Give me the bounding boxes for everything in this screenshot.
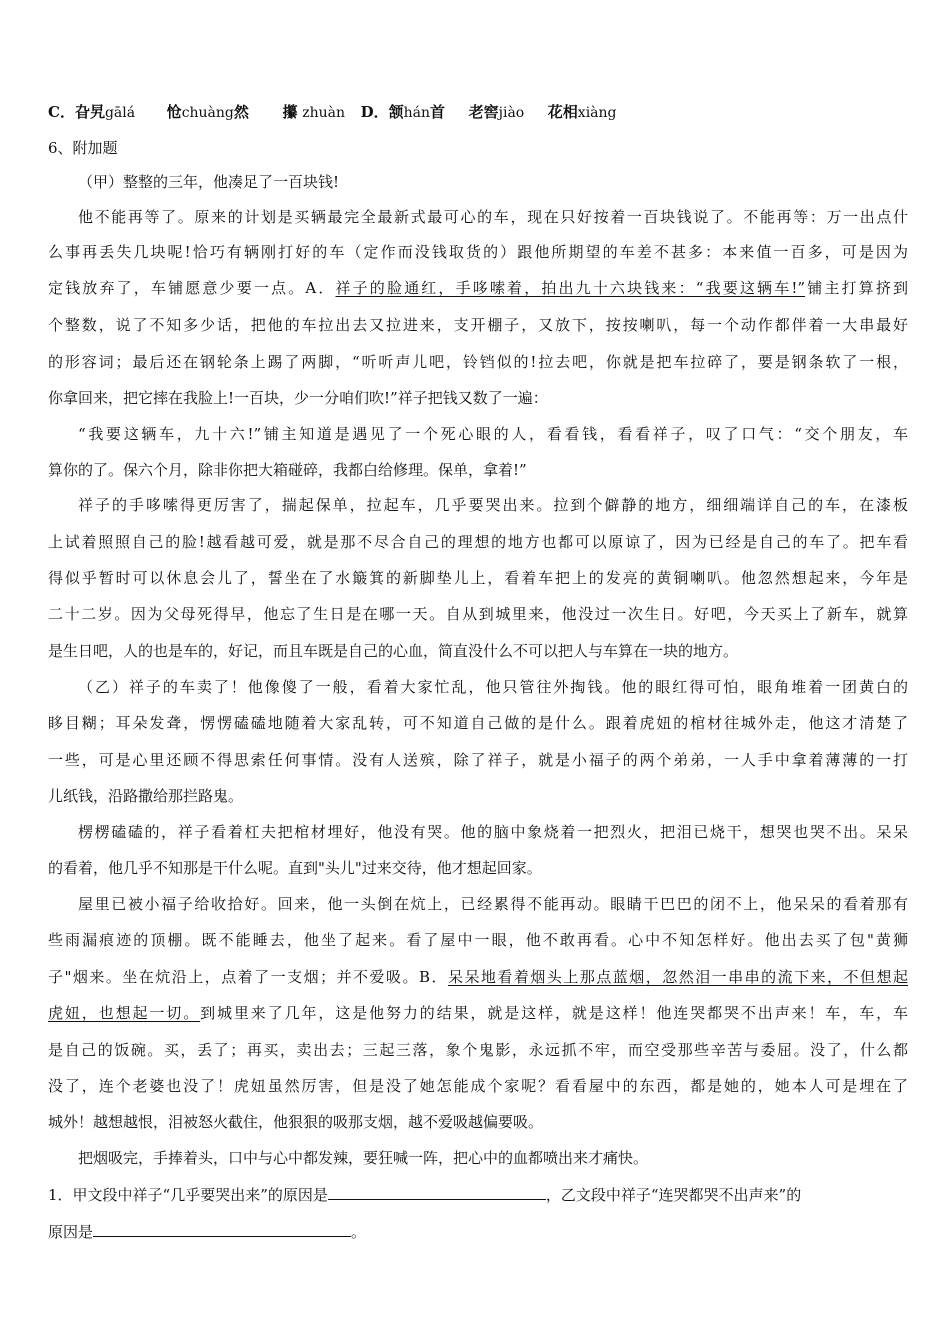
passage-text: 到城里来了几年，这是他努力的结果，就是这样，就是这样！他连哭都哭不出声来！车，车，车 [200, 1004, 908, 1022]
option-d-pinyin-3: xiàng [577, 105, 617, 121]
option-d-pinyin-2: jiào [498, 105, 525, 121]
passage-line: 一些，可是心里还顾不得思索任何事情。没有人送殡，除了祥子，就是小福子的两个弟弟，一人手中拿着薄薄的一打 [48, 751, 908, 769]
passage-line: 儿纸钱，沿路撒给那拦路鬼。 [48, 787, 244, 805]
passage-line: 他不能再等了。原来的计划是买辆最完全最新式最可心的车，现在只好按着一百块钱说了。不能再等：万一出点什 [78, 208, 908, 226]
option-c-word-3: 攥 [282, 103, 298, 121]
options-line [48, 102, 908, 123]
passage-line: 算你的了。保六个月，除非你把大箱碰碎，我都白给修理。保单，拿着!” [48, 461, 527, 479]
underlined-sentence-b-end: 虎妞，也想起一切。 [48, 1004, 201, 1022]
passage-line-a [48, 278, 908, 298]
option-c-word-2: 怆 [166, 103, 182, 121]
passage-line: 没了，连个老婆也没了！虎妞虽然厉害，但是没了她怎能成个家呢？看看屋中的东西，都是她的，她本人可是埋在了 [48, 1077, 908, 1095]
passage-line: 是生日吧，人的也是车的，好记，而且车既是自己的心血，简直没什么不可以把人与车算在一块的地方。 [48, 642, 739, 660]
option-d-label: D． [360, 103, 389, 121]
passage-text: 子"烟来。坐在炕沿上，点着了一支烟；并不爱吸。B． [48, 968, 448, 986]
passage-text: 铺主打算挤到 [805, 279, 908, 297]
option-c-pinyin-1: gālá [104, 105, 136, 121]
passage-line: 屋里已被小福子给收拾好。回来，他一头倒在炕上，已经累得不能再动。眼睛干巴巴的闭不上，他呆呆的看着那有 [78, 895, 908, 913]
passage-line: 把烟吸完，手捧着头，口中与心中都发辣，要狂喊一阵，把心中的血都喷出来才痛快。 [78, 1149, 649, 1167]
option-c-label: C． [48, 103, 75, 121]
option-d-pinyin-1: hán [403, 105, 431, 121]
passage-line: 得似乎暂时可以休息会儿了，誓坐在了水簸箕的新脚垫儿上，看着车把上的发亮的黄铜喇叭。他忽然想起来，今年是 [48, 569, 908, 587]
answer-blank-1[interactable] [328, 1183, 546, 1200]
option-d-word-2: 老窖 [468, 103, 499, 121]
underlined-sentence-a: 祥子的脸通红，手哆嗦着，拍出九十六块钱来：“我要这辆车!” [335, 279, 806, 297]
passage-line: 楞楞磕磕的，祥子看着杠夫把棺材埋好，他没有哭。他的脑中象烧着一把烈火，把泪已烧干，想哭也哭不出。呆呆 [78, 823, 908, 841]
sub-question-1 [48, 1183, 908, 1205]
sub-question-text: 1．甲文段中祥子“几乎要哭出来”的原因是 [48, 1186, 328, 1204]
passage-line: （甲）整整的三年，他凑足了一百块钱! [78, 173, 340, 191]
sub-question-text: 。 [351, 1223, 367, 1241]
passage-line: 的看着，他几乎不知那是干什么呢。直到"头儿"过来交待，他才想起回家。 [48, 859, 542, 877]
underlined-sentence-b: 呆呆地看着烟头上那点蓝烟，忽然泪一串串的流下来，不但想起 [447, 968, 908, 986]
passage-line: “我要这辆车，九十六!”铺主知道是遇见了一个死心眼的人，看看钱，看看祥子，叹了口气：“交个朋友，车 [78, 425, 908, 443]
option-d-word-1b: 首 [430, 103, 446, 121]
passage-line: 上试着照照自己的脸!越看越可爱，就是那不尽合自己的理想的地方也都可以原谅了，因为已经是自己的车了。把车看 [48, 533, 908, 551]
passage-line: （乙）祥子的车卖了！他像傻了一般，看着大家忙乱，他只管往外掏钱。他的眼红得可怕，眼角堆着一团黄白的 [78, 678, 908, 696]
option-d-word-3: 花相 [547, 103, 578, 121]
passage-line: 眵目糊；耳朵发聋，愣愣磕磕地随着大家乱转，可不知道自己做的是什么。跟着虎妞的棺材往城外走，他这才清楚了 [48, 714, 908, 732]
passage-line: 你拿回来，把它摔在我脸上!一百块，少一分咱们吹!”祥子把钱又数了一遍： [48, 389, 548, 407]
passage-line: 是自己的饭碗。买，丢了；再买，卖出去；三起三落，象个鬼影，永远抓不牢，而空受那些辛苦与委屈。没了，什么都 [48, 1041, 908, 1059]
sub-question-text: 原因是 [48, 1223, 94, 1241]
passage-line: 的形容词；最后还在钢轮条上踢了两脚，“听听声儿吧，铃铛似的!拉去吧，你就是把车拉碎了，要是钢条软了一根， [48, 353, 908, 371]
sub-question-text: ，乙文段中祥子“连哭都哭不出声来”的 [545, 1186, 802, 1204]
passage-line: 二十二岁。因为父母死得早，他忘了生日是在哪一天。自从到城里来，他没过一次生日。好吧，今天买上了新车，就算 [48, 605, 908, 623]
option-d-word-1: 颔 [388, 103, 404, 121]
passage-line: 些雨漏痕迹的顶棚。既不能睡去，他坐了起来。看了屋中一眼，他不敢再看。心中不知怎样好。他出去买了包"黄狮 [48, 931, 908, 949]
question-title: 6、附加题 [48, 139, 118, 157]
passage-text: 定钱放弃了，车铺愿意少要一点。A． [48, 279, 336, 297]
passage-line: 祥子的手哆嗦得更厉害了，揣起保单，拉起车，几乎要哭出来。拉到个僻静的地方，细细端详自己的车，在漆板 [78, 496, 908, 514]
passage-line-b [48, 967, 908, 987]
passage-line: 么事再丢失几块呢!恰巧有辆刚打好的车（定作而没钱取货的）跟他所期望的车差不甚多：本来值一百多，可是因为 [48, 243, 908, 261]
option-c-pinyin-3: zhuàn [302, 105, 346, 121]
option-c-word-1: 旮旯 [74, 103, 105, 121]
answer-blank-2[interactable] [93, 1220, 351, 1237]
passage-line: 城外！越想越恨，泪被怒火截住，他狠狠的吸那支烟，越不爱吸越偏要吸。 [48, 1113, 544, 1131]
sub-question-1-cont [48, 1220, 908, 1242]
passage-line-b-cont [48, 1003, 908, 1023]
option-c-word-2b: 然 [233, 103, 249, 121]
option-c-pinyin-2: chuàng [181, 105, 234, 121]
passage-line: 个整数，说了不知多少话，把他的车拉出去又拉进来，支开棚子，又放下，按按喇叭，每一个动作都伴着一大串最好 [48, 316, 908, 334]
